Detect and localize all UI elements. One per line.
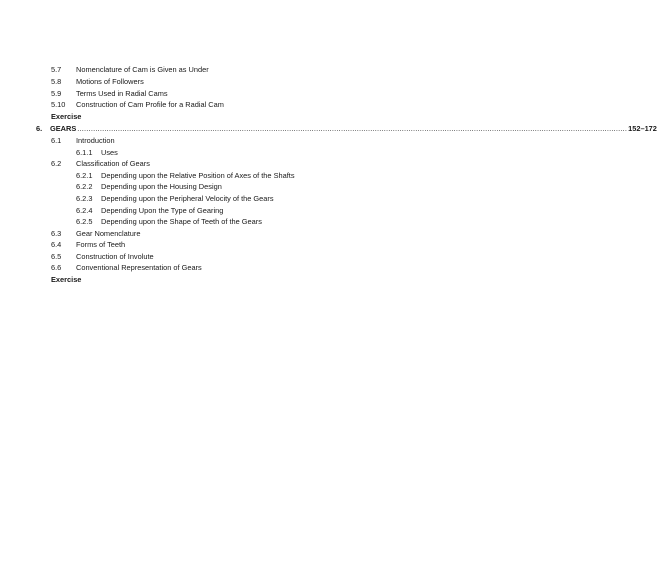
section-title: Gear Nomenclature <box>76 229 141 238</box>
chapter-title: GEARS <box>50 124 77 133</box>
section-number: 6.2.5 <box>76 217 93 226</box>
section-title: Depending upon the Housing Design <box>101 182 222 191</box>
section-title: Depending upon the Shape of Teeth of the Gears <box>101 217 262 226</box>
section-title: Terms Used in Radial Cams <box>76 89 168 98</box>
section-number: 6.4 <box>51 240 62 249</box>
section-title: Depending upon the Peripheral Velocity of the Gears <box>101 194 274 203</box>
section-number: 5.10 <box>51 100 66 109</box>
section-number: 6.2 <box>51 159 62 168</box>
section-title: Conventional Representation of Gears <box>76 263 202 272</box>
exercise-heading: Exercise <box>51 275 82 284</box>
section-number: 6.2.4 <box>76 206 93 215</box>
section-number: 6.5 <box>51 252 62 261</box>
section-number: 5.9 <box>51 89 62 98</box>
section-number: 6.1.1 <box>76 148 93 157</box>
exercise-heading: Exercise <box>51 112 82 121</box>
section-title: Uses <box>101 148 118 157</box>
section-number: 6.3 <box>51 229 62 238</box>
section-number: 5.7 <box>51 65 62 74</box>
section-title: Nomenclature of Cam is Given as Under <box>76 65 209 74</box>
section-title: Classification of Gears <box>76 159 150 168</box>
section-title: Construction of Involute <box>76 252 154 261</box>
section-title: Construction of Cam Profile for a Radial Cam <box>76 100 224 109</box>
section-number: 6.1 <box>51 136 62 145</box>
section-title: Depending upon the Relative Position of Axes of the Shafts <box>101 171 295 180</box>
section-number: 6.2.2 <box>76 182 93 191</box>
leader-dots: .................................................................................................................................................................................................................................................... <box>77 124 628 133</box>
section-number: 6.2.3 <box>76 194 93 203</box>
section-title: Motions of Followers <box>76 77 144 86</box>
section-title: Introduction <box>76 136 115 145</box>
section-number: 5.8 <box>51 77 62 86</box>
chapter-pages: 152–172 <box>628 124 657 133</box>
section-number: 6.6 <box>51 263 62 272</box>
chapter-heading <box>36 124 657 134</box>
section-title: Depending Upon the Type of Gearing <box>101 206 224 215</box>
chapter-number: 6. <box>36 124 43 133</box>
section-title: Forms of Teeth <box>76 240 126 249</box>
section-number: 6.2.1 <box>76 171 93 180</box>
